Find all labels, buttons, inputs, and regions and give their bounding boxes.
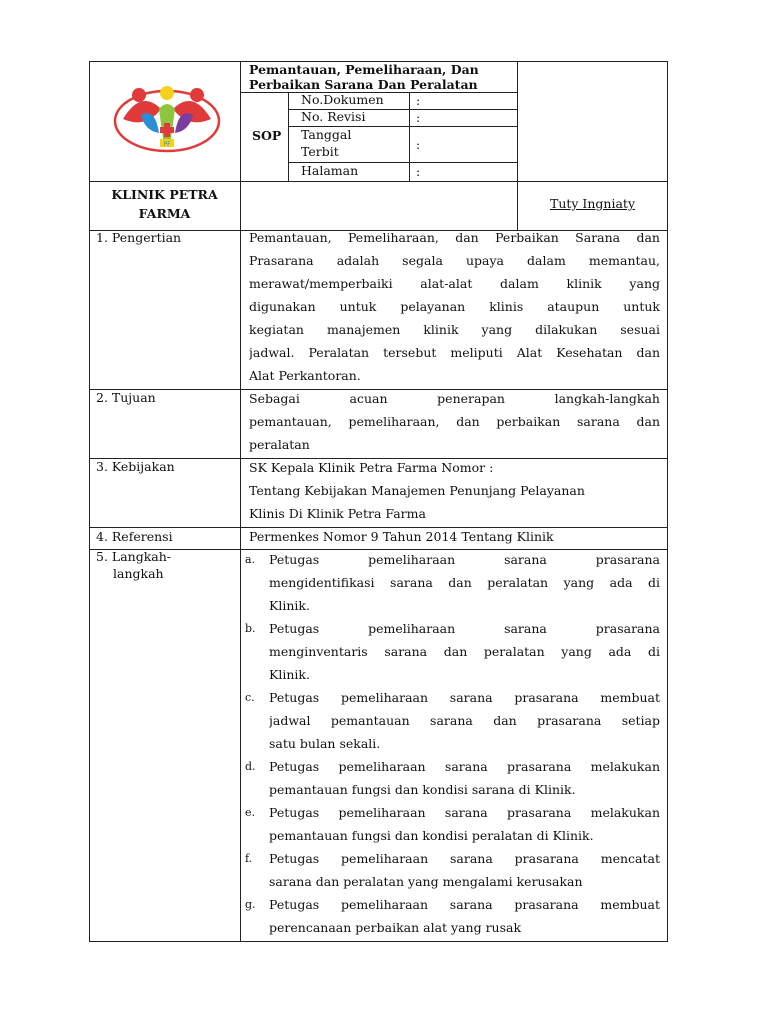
border-right <box>667 61 668 942</box>
list-marker: g. <box>245 898 256 911</box>
text-tujuan <box>249 387 660 456</box>
text-kebijakan <box>249 456 660 525</box>
meta-value-no-revisi: : <box>416 110 421 125</box>
text-line: peralatan <box>249 437 310 452</box>
list-item <box>241 801 660 847</box>
list-marker: f. <box>245 852 253 865</box>
text-line: pemantauan fungsi dan kondisi sarana di Klinik. <box>269 782 576 797</box>
label-langkah-line2: langkah <box>113 566 164 581</box>
list-item <box>241 548 660 617</box>
steps-list <box>241 548 660 939</box>
text-line: Petugas pemeliharaan sarana prasarana <box>269 621 660 636</box>
meta-value-halaman: : <box>416 164 421 179</box>
text-pengertian <box>249 226 660 387</box>
text-line: Klinik. <box>269 667 310 682</box>
text-line: menginventaris sarana dan peralatan yang ada di <box>269 644 660 659</box>
text-line: Klinik. <box>269 598 310 613</box>
text-line: Petugas pemeliharaan sarana prasarana mencatat <box>269 851 660 866</box>
text-line: perencanaan perbaikan alat yang rusak <box>269 920 522 935</box>
list-marker: d. <box>245 760 256 773</box>
text-line: SK Kepala Klinik Petra Farma Nomor : <box>249 460 494 475</box>
text-line: Prasarana adalah segala upaya dalam memantau, <box>249 253 660 268</box>
meta-divider <box>409 92 410 181</box>
list-item <box>241 893 660 939</box>
signatory-name: Tuty Ingniaty <box>549 196 636 211</box>
meta-value-no-dokumen: : <box>416 93 421 108</box>
text-line: Sebagai acuan penerapan langkah-langkah <box>249 391 660 406</box>
label-kebijakan: 3. Kebijakan <box>96 459 175 474</box>
text-line: Petugas pemeliharaan sarana prasarana membuat <box>269 690 660 705</box>
meta-label-tanggal: Tanggal <box>301 127 352 142</box>
clinic-logo <box>111 79 223 159</box>
text-line: mengidentifikasi sarana dan peralatan yang ada di <box>269 575 660 590</box>
text-line: pemantauan fungsi dan kondisi peralatan di Klinik. <box>269 828 594 843</box>
list-item <box>241 847 660 893</box>
label-referensi: 4. Referensi <box>96 529 173 544</box>
clinic-name-line2: FARMA <box>138 206 191 221</box>
document-title-line2: Perbaikan Sarana Dan Peralatan <box>249 77 478 92</box>
label-langkah-line1: 5. Langkah- <box>96 549 172 564</box>
text-line: jadwal. Peralatan tersebut meliputi Alat Kesehatan dan <box>249 345 660 360</box>
sop-label: SOP <box>252 128 282 143</box>
meta-value-tanggal-terbit: : <box>416 137 421 152</box>
text-referensi: Permenkes Nomor 9 Tahun 2014 Tentang Klinik <box>249 529 554 544</box>
header-row-line <box>89 181 668 182</box>
text-line: Petugas pemeliharaan sarana prasarana membuat <box>269 897 660 912</box>
text-line: Alat Perkantoran. <box>249 368 361 383</box>
label-pengertian: 1. Pengertian <box>96 230 182 245</box>
clinic-name-line1: KLINIK PETRA <box>111 187 218 202</box>
list-marker: b. <box>245 622 256 635</box>
border-bottom <box>89 941 668 942</box>
label-tujuan: 2. Tujuan <box>96 390 156 405</box>
list-marker: c. <box>245 691 255 704</box>
text-line: merawat/memperbaiki alat-alat dalam klinik yang <box>249 276 660 291</box>
list-item <box>241 686 660 755</box>
text-line: satu bulan sekali. <box>269 736 381 751</box>
text-line: digunakan untuk pelayanan klinis ataupun untuk <box>249 299 660 314</box>
text-line: sarana dan peralatan yang mengalami kerusakan <box>269 874 583 889</box>
text-line: Pemantauan, Pemeliharaan, dan Perbaikan Sarana dan <box>249 230 660 245</box>
text-line: jadwal pemantauan sarana dan prasarana setiap <box>269 713 660 728</box>
list-item <box>241 755 660 801</box>
sop-divider <box>288 92 289 181</box>
text-line: Tentang Kebijakan Manajemen Penunjang Pelayanan <box>249 483 585 498</box>
text-line: kegiatan manajemen klinik yang dilakukan sesuai <box>249 322 660 337</box>
text-line: Petugas pemeliharaan sarana prasarana melakukan <box>269 805 660 820</box>
logo-lettering: PF <box>163 141 171 148</box>
document-title-line1: Pemantauan, Pemeliharaan, Dan <box>249 62 479 77</box>
text-line: Petugas pemeliharaan sarana prasarana melakukan <box>269 759 660 774</box>
text-line: Petugas pemeliharaan sarana prasarana <box>269 552 660 567</box>
list-marker: a. <box>245 553 256 566</box>
sop-document <box>89 61 668 942</box>
list-marker: e. <box>245 806 256 819</box>
meta-label-no-dokumen: No.Dokumen <box>301 92 384 107</box>
meta-label-no-revisi: No. Revisi <box>301 109 366 124</box>
meta-label-terbit: Terbit <box>301 144 339 159</box>
meta-label-halaman: Halaman <box>301 163 359 178</box>
text-line: Klinis Di Klinik Petra Farma <box>249 506 426 521</box>
text-line: pemantauan, pemeliharaan, dan perbaikan sarana dan <box>249 414 660 429</box>
list-item <box>241 617 660 686</box>
